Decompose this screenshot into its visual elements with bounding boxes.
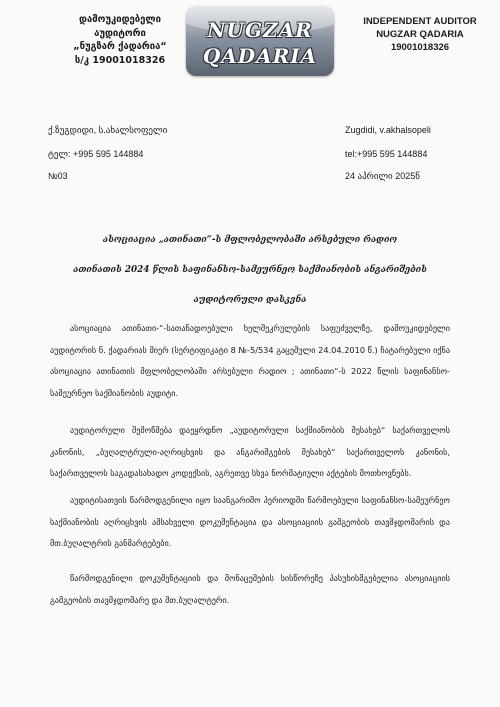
phone-georgian: ტელ: +995 595 144884	[48, 149, 144, 159]
body-paragraph: აუდიტისათვის წარმოდგენილი იყო საანგარიშო პერიოდში წარმოებული საფინანსო-სამეურნეო საქმიანობის აღრიცხვის ამსახველი დოკუმენტაცია და ასოციაციის გამგეობის თავმჯდომარის და მთ.ბუღალტრის განმარტებები.	[50, 495, 450, 548]
header-left-line: ს/კ 19001018326	[74, 54, 166, 66]
address-georgian: ქ.ზუგდიდი, ს.ახალსოფელი	[48, 125, 168, 135]
address-english: Zugdidi, v.akhalsopeli	[345, 125, 431, 135]
header-right-line: INDEPENDENT AUDITOR	[363, 16, 477, 27]
header-right-line: NUGZAR QADARIA	[376, 29, 464, 40]
header-right-line: 19001018326	[390, 42, 450, 53]
header-english-block	[345, 15, 495, 54]
header-left-line: აუდიტორი	[94, 27, 146, 39]
body-paragraph: აუდიტორული შემოწმება დაეყრდნო „აუდიტორული საქმიანობის შესახებ“ საქართველოს კანონის, „ბუღალტრული-აღრიცხვის და ანგარიშგების შესახებ“ საქართველოს კანონის, საქართველოს საგადასახადო კოდექსის, აგრეთვე სხვა ნორმატიული აქტების მოთხოვნებს.	[50, 425, 450, 478]
title-line-2: ათინათის 2024 წლის საფინანსო-სამეურნეო საქმიანობის ანგარიშების	[73, 265, 427, 275]
company-logo	[186, 6, 334, 76]
phone-english: tel:+995 595 144884	[345, 149, 428, 159]
title-line-1: ასოციაცია „ათინათი“-ს მფლობელობაში არსებული რადიო	[102, 235, 398, 245]
body-paragraph: ასოციაცია ათინათი-“-სათანადოებული ხელშეკრულების საფუძველზე, დამოუკიდებელი აუდიტორის ნ. ქადარიას მიერ (სერტიფიკატი 8 №-5/534 გაცემული 24.04.2010 წ.) ჩატარებული იქნა ასოციაცია ათინათის მფლობელობაში არსებული რადიო ; ათინათი“-ს 2022 წლის საფინანსო-სამეურნეო საქმიანობის აუდიტი.	[50, 323, 450, 398]
title-line-3: აუდიტორული დასკვნა	[193, 295, 307, 305]
document-number: №03	[48, 171, 68, 181]
document-date: 24 აპრილი 2025წ	[345, 171, 420, 181]
logo-text-line2: QADARIA	[202, 44, 318, 68]
logo-text-line1: NUGZAR	[207, 18, 313, 42]
header-left-line: დამოუკიდებელი	[79, 14, 161, 25]
header-georgian-block	[40, 13, 200, 67]
header-left-line: „ნუგზარ ქადარია“	[73, 41, 167, 52]
body-paragraph: წარმოდგენილი დოკუმენტაციის და მონაცემების სისწორეზე პასუხისმგებელია ასოციაციის გამგეობის თავმჯდომარე და მთ.ბუღალტერი.	[50, 573, 450, 605]
